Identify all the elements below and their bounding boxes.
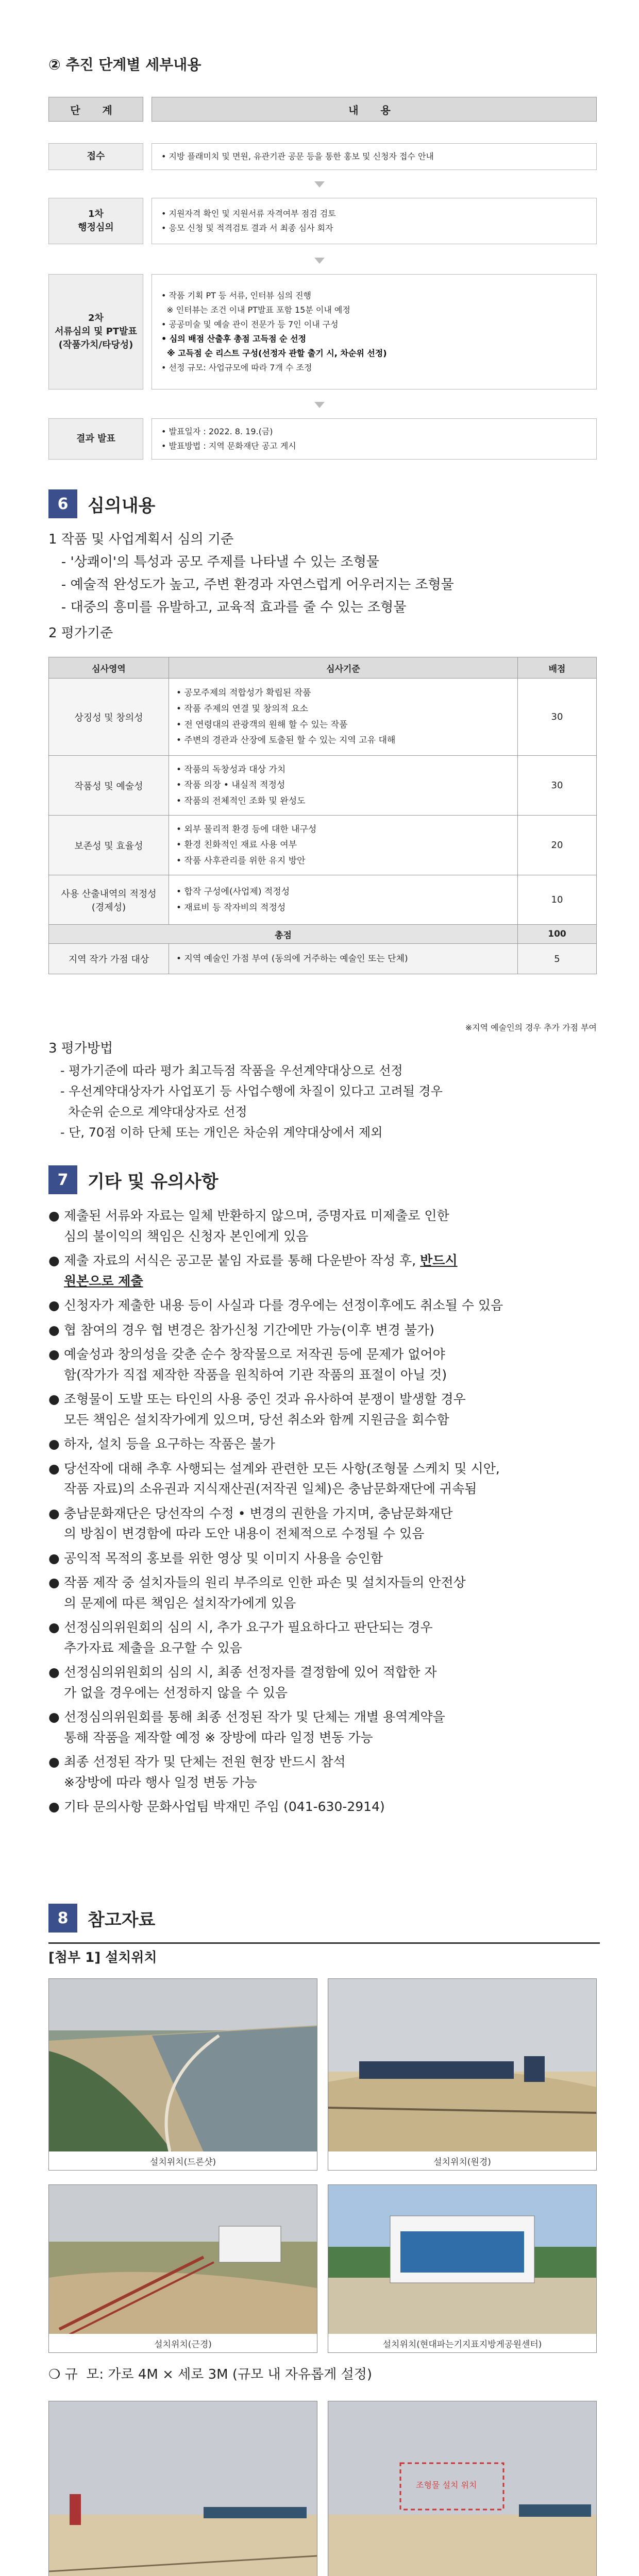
section-number: 7 bbox=[48, 1165, 77, 1194]
step-line: • 지원자격 확인 및 지원서류 자격여부 점검 검토 bbox=[161, 209, 336, 218]
bonus-score: 5 bbox=[518, 944, 597, 974]
review-heading-3: 3 평가방법 bbox=[48, 1041, 113, 1056]
step-label: 2차 서류심의 및 PT발표 (작품가치/타당성) bbox=[48, 274, 143, 389]
row-category: 사용 산출내역의 적정성 (경제성) bbox=[49, 875, 169, 925]
table-row bbox=[49, 679, 597, 756]
step-admin-review bbox=[48, 198, 597, 244]
notice-item: ● 충남문화재단은 당선작의 수정 • 변경의 권한을 가지며, 충남문화재단 의 방침이 변경함에 따라 도안 내용이 전체적으로 수정될 수 있음 bbox=[48, 1503, 600, 1544]
down-arrow-icon bbox=[314, 402, 325, 408]
bullet-icon: ● bbox=[48, 1347, 60, 1362]
bullet-icon: ● bbox=[48, 1575, 60, 1590]
header-content: 내 용 bbox=[152, 97, 597, 122]
table-row bbox=[49, 756, 597, 816]
notice-item: ● 협 참여의 경우 협 변경은 참가신청 기간에만 가능(이후 변경 불가) bbox=[48, 1320, 600, 1341]
bullet-icon: ● bbox=[48, 1298, 60, 1313]
col-header: 심사영역 bbox=[49, 657, 169, 679]
step-document-pt-review bbox=[48, 274, 597, 389]
review-item: - 대중의 흥미를 유발하고, 교육적 효과를 줄 수 있는 조형물 bbox=[48, 600, 407, 615]
review-heading-1: 1 작품 및 사업계획서 심의 기준 bbox=[48, 532, 234, 547]
down-arrow-icon bbox=[314, 258, 325, 264]
bullet-icon: ● bbox=[48, 1322, 60, 1337]
step-result bbox=[48, 418, 597, 460]
notice-item: ● 선정심의위원회를 통해 최종 선정된 작가 및 단체는 개별 용역계약을 통해 작품을 제작할 예정 ※ 장방에 따라 일정 변동 가능 bbox=[48, 1707, 600, 1748]
row-category: 보존성 및 효율성 bbox=[49, 816, 169, 875]
photo-near bbox=[48, 2184, 317, 2335]
photo-caption: 설치위치(근경) bbox=[48, 2334, 317, 2353]
review-item: - '상쾌이'의 특성과 공모 주제를 나타낼 수 있는 조형물 bbox=[48, 554, 380, 570]
total-score: 100 bbox=[518, 925, 597, 944]
bullet-icon: ● bbox=[48, 1709, 60, 1724]
bullet-icon: ● bbox=[48, 1754, 60, 1769]
step-label: 결과 발표 bbox=[48, 418, 143, 460]
section-header-review bbox=[48, 489, 155, 518]
table-row bbox=[49, 816, 597, 875]
row-criteria: • 공모주제의 적합성가 확립된 작품 • 작품 주제의 연결 및 창의적 요소 • 전 연령대의 관광객의 원해 할 수 있는 작품 • 주변의 경관과 산장에 토출된 할 수 있는 지역 고유 대해 bbox=[169, 679, 518, 756]
bonus-row bbox=[49, 944, 597, 974]
review-item: - 단, 70점 이하 단체 또는 개인은 차순위 계약대상에서 제외 bbox=[48, 1125, 383, 1140]
bullet-icon: ● bbox=[48, 1505, 60, 1521]
photo-far bbox=[328, 1978, 597, 2153]
bullet-icon: ● bbox=[48, 1550, 60, 1566]
section-title: 심의내용 bbox=[88, 495, 156, 516]
bullet-icon: ● bbox=[48, 1665, 60, 1680]
step-description bbox=[152, 274, 597, 389]
site-size-text: ❍ 규 모: 가로 4M × 세로 3M (규모 내 자유롭게 설정) bbox=[48, 2367, 373, 2382]
col-header: 배점 bbox=[518, 657, 597, 679]
step-line: • 작품 기획 PT 등 서류, 인터뷰 심의 진행 bbox=[161, 291, 312, 300]
step-description bbox=[152, 143, 597, 170]
step-line: • 선정 규모: 사업규모에 따라 7개 수 조정 bbox=[161, 363, 312, 372]
bullet-icon: ● bbox=[48, 1392, 60, 1406]
notice-item: ● 제출된 서류와 자료는 일체 반환하지 않으며, 증명자료 미제출로 인한 심의 불이익의 책임은 신청자 본인에게 있음 bbox=[48, 1206, 600, 1246]
section-number: 6 bbox=[48, 489, 77, 518]
step-line: • 응모 신청 및 적격검토 결과 서 최종 심사 회자 bbox=[161, 223, 333, 233]
step-line: • 발표일자 : 2022. 8. 19.(금) bbox=[161, 427, 273, 436]
step-label: 접수 bbox=[48, 143, 143, 170]
attachment-1-header bbox=[48, 1942, 600, 1972]
step-line: • 발표방법 : 지역 문화재단 공고 게시 bbox=[161, 441, 296, 451]
step-receipt bbox=[48, 143, 597, 170]
photo-site-left bbox=[48, 2401, 317, 2576]
criteria-table bbox=[48, 657, 597, 974]
photo-center bbox=[328, 2184, 597, 2335]
row-score: 30 bbox=[518, 679, 597, 756]
step-line: • 지방 플래미치 및 면원, 유관기관 공문 등을 통한 홍보 및 신청자 접수 안내 bbox=[161, 151, 434, 161]
bullet-icon: ● bbox=[48, 1620, 60, 1635]
site-sign-label: 조형물 설치 위치 bbox=[416, 2480, 477, 2490]
step-label: 1차 행정심의 bbox=[48, 198, 143, 244]
step-line: ※ 고득점 순 리스트 구성(선정자 관할 출기 시, 차순위 선정) bbox=[161, 348, 387, 358]
section-title: 참고자료 bbox=[88, 1909, 156, 1930]
process-subtitle: ② 추진 단계별 세부내용 bbox=[48, 56, 201, 73]
section-header-others bbox=[48, 1165, 218, 1194]
bullet-icon: ● bbox=[48, 1461, 60, 1476]
notice-item: ● 기타 문의사항 문화사업팀 박재민 주임 (041-630-2914) bbox=[48, 1797, 600, 1817]
review-item: - 평가기준에 따라 평가 최고득점 작품을 우선계약대상으로 선정 bbox=[48, 1063, 403, 1078]
bullet-icon: ● bbox=[48, 1436, 60, 1451]
notice-item: ● 당선작에 대해 추후 사행되는 설계와 관련한 모든 사항(조형물 스케치 및 시안, 작품 자료)의 소유권과 지식재산권(저작권 일체)은 충남문화재단에 귀속됨 bbox=[48, 1459, 600, 1499]
total-label: 총점 bbox=[49, 925, 518, 944]
process-table-header bbox=[48, 97, 597, 122]
step-line: • 공공미술 및 예술 관이 전문가 등 7인 이내 구성 bbox=[161, 319, 339, 329]
down-arrow-icon bbox=[314, 181, 325, 188]
section-header-refs bbox=[48, 1904, 155, 1933]
attachment-1-title: [첨부 1] 설치위치 bbox=[48, 1947, 162, 1966]
review-heading-2: 2 평가기준 bbox=[48, 625, 113, 641]
review-item: - 예술적 완성도가 높고, 주변 환경과 자연스럽게 어우러지는 조형물 bbox=[48, 577, 454, 592]
bonus-text: • 지역 예술인 가점 부여 (동의에 거주하는 예술인 또는 단체) bbox=[169, 944, 518, 974]
review-item: - 우선계약대상자가 사업포기 등 사업수행에 차질이 있다고 고려될 경우 bbox=[48, 1084, 443, 1098]
notice-item: ● 조형물이 도발 또는 타인의 사용 중인 것과 유사하여 분쟁이 발생할 경우 모든 책임은 설치작가에게 있으며, 당선 취소와 함께 지원금을 회수함 bbox=[48, 1389, 600, 1430]
photo-caption: 설치위치(원경) bbox=[328, 2151, 597, 2171]
step-description bbox=[152, 198, 597, 244]
header-step: 단 계 bbox=[48, 97, 143, 122]
row-score: 10 bbox=[518, 875, 597, 925]
row-score: 20 bbox=[518, 816, 597, 875]
notice-item: ● 작품 제작 중 설치자들의 원리 부주의로 인한 파손 및 설치자들의 안전상 의 문제에 따른 책임은 설치작가에게 있음 bbox=[48, 1572, 600, 1613]
row-category: 상징성 및 창의성 bbox=[49, 679, 169, 756]
notice-item: ● 하자, 설치 등을 요구하는 작품은 불가 bbox=[48, 1434, 600, 1454]
notice-item: ● 공익적 목적의 홍보를 위한 영상 및 이미지 사용을 승인함 bbox=[48, 1548, 600, 1569]
notice-item: ● 제출 자료의 서식은 공고문 붙임 자료를 통해 다운받아 작성 후, 반드시 원본으로 제출 bbox=[48, 1250, 600, 1291]
table-footnote: ※지역 예술인의 경우 추가 가점 부여 bbox=[465, 1023, 597, 1032]
row-criteria: • 작품의 독창성과 대상 가치 • 작품 의장 • 내실적 적정성 • 작품의 전체적인 조화 및 완성도 bbox=[169, 756, 518, 816]
review-item: 차순위 순으로 계약대상자로 선정 bbox=[48, 1105, 247, 1119]
notice-item: ● 선정심의위원회의 심의 시, 추가 요구가 필요하다고 판단되는 경우 추가자료 제출을 요구할 수 있음 bbox=[48, 1617, 600, 1658]
row-criteria: • 합작 구성에(사업제) 적정성 • 재료비 등 작자비의 적정성 bbox=[169, 875, 518, 925]
bullet-icon: ● bbox=[48, 1253, 60, 1268]
row-criteria: • 외부 물리적 환경 등에 대한 내구성 • 환경 친화적인 재료 사용 여부 • 작품 사후관리를 위한 유지 방안 bbox=[169, 816, 518, 875]
table-row bbox=[49, 875, 597, 925]
bonus-label: 지역 작가 가점 대상 bbox=[49, 944, 169, 974]
photo-site-right bbox=[328, 2401, 597, 2576]
photo-caption: 설치위치(드론샷) bbox=[48, 2151, 317, 2171]
row-category: 작품성 및 예술성 bbox=[49, 756, 169, 816]
step-line: • 심의 배점 산출후 총점 고득점 순 선정 bbox=[161, 334, 307, 344]
total-row bbox=[49, 925, 597, 944]
step-line: ※ 인터뷰는 조건 이내 PT발표 포함 15분 이내 예정 bbox=[161, 305, 350, 315]
bullet-icon: ● bbox=[48, 1208, 60, 1223]
notice-item: ● 신청자가 제출한 내용 등이 사실과 다를 경우에는 선정이후에도 취소될 수 있음 bbox=[48, 1295, 600, 1316]
notice-list bbox=[48, 1206, 600, 1821]
section-title: 기타 및 유의사항 bbox=[88, 1171, 218, 1192]
row-score: 30 bbox=[518, 756, 597, 816]
photo-drone bbox=[48, 1978, 317, 2153]
notice-item: ● 예술성과 창의성을 갖춘 순수 창작물으로 저작권 등에 문제가 없어야 함(작가가 직접 제작한 작품을 원칙하여 기관 작품의 표절이 아닐 것) bbox=[48, 1344, 600, 1385]
photo-caption: 설치위치(현대파는기지표지방게공원센터) bbox=[328, 2334, 597, 2353]
bullet-icon: ● bbox=[48, 1799, 60, 1814]
notice-item: ● 선정심의위원회의 심의 시, 최종 선정자를 결정함에 있어 적합한 자 가 없을 경우에는 선정하지 않을 수 있음 bbox=[48, 1662, 600, 1703]
section-number: 8 bbox=[48, 1904, 77, 1933]
notice-item: ● 최종 선정된 작가 및 단체는 전원 현장 반드시 참석 ※장방에 따라 행사 일정 변동 가능 bbox=[48, 1752, 600, 1792]
col-header: 심사기준 bbox=[169, 657, 518, 679]
step-description bbox=[152, 418, 597, 460]
